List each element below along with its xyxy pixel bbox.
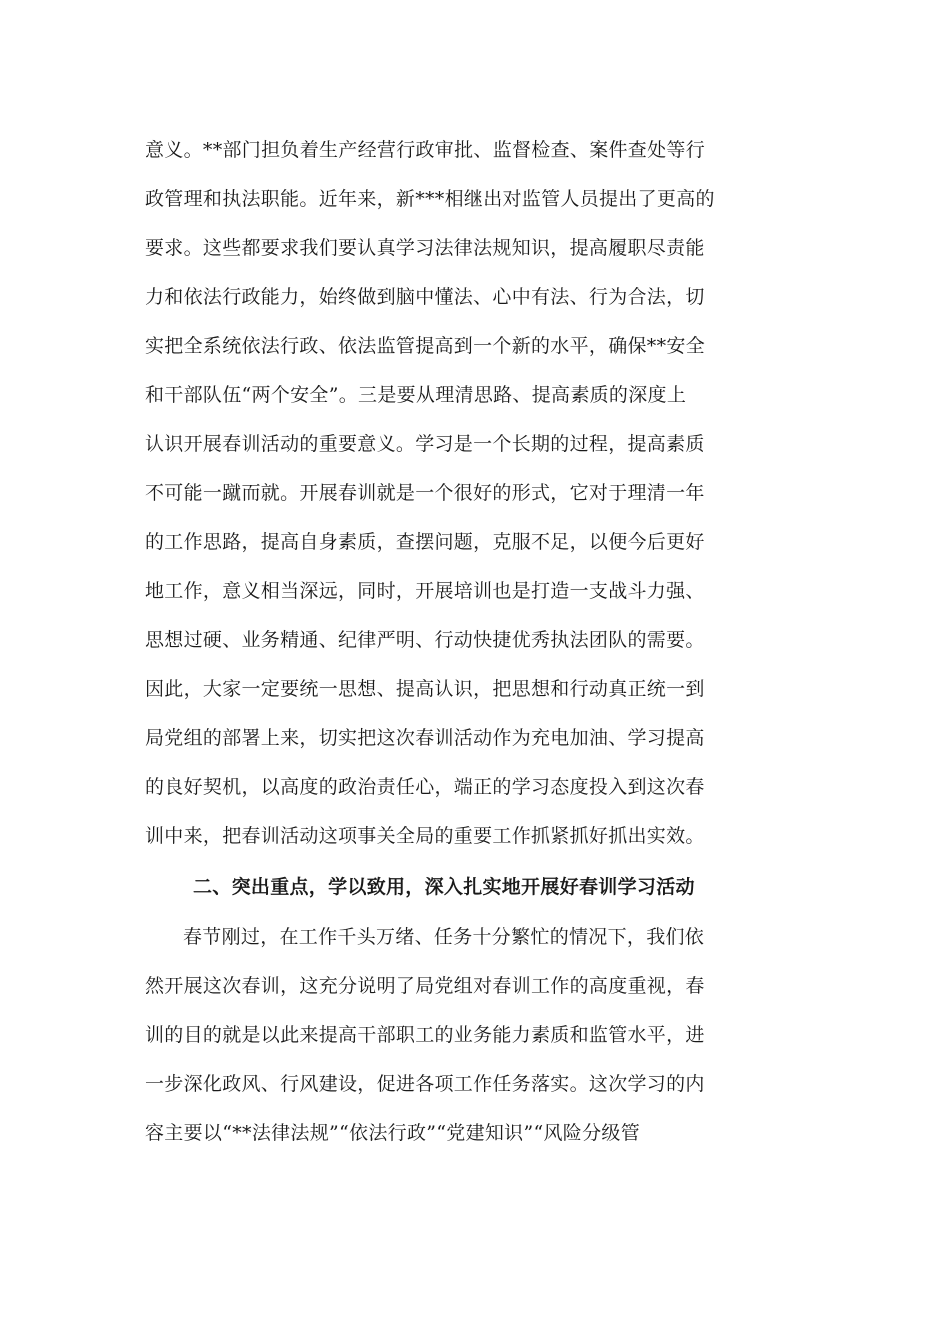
paragraph-line: 认识开展春训活动的重要意义。学习是一个长期的过程，提高素质 — [145, 433, 705, 455]
paragraph-line: 训中来，把春训活动这项事关全局的重要工作抓紧抓好抓出实效。 — [145, 825, 705, 847]
paragraph-line: 的良好契机，以高度的政治责任心，端正的学习态度投入到这次春 — [145, 776, 705, 798]
paragraph-line: 政管理和执法职能。近年来，新***相继出对监管人员提出了更高的 — [145, 188, 715, 210]
paragraph-line: 要求。这些都要求我们要认真学习法律法规知识，提高履职尽责能 — [145, 237, 705, 259]
paragraph-line: 局党组的部署上来，切实把这次春训活动作为充电加油、学习提高 — [145, 727, 705, 749]
paragraph-line: 不可能一蹴而就。开展春训就是一个很好的形式，它对于理清一年 — [145, 482, 705, 504]
paragraph-line: 实把全系统依法行政、依法监管提高到一个新的水平，确保**安全 — [145, 335, 706, 357]
paragraph-line: 和干部队伍“两个安全”。三是要从理清思路、提高素质的深度上 — [145, 384, 687, 406]
paragraph-line: 训的目的就是以此来提高干部职工的业务能力素质和监管水平，进 — [145, 1024, 705, 1046]
paragraph-line: 一步深化政风、行风建设，促进各项工作任务落实。这次学习的内 — [145, 1073, 705, 1095]
paragraph-line: 容主要以“**法律法规”“依法行政”“党建知识”“风险分级管 — [145, 1122, 640, 1144]
paragraph-line: 然开展这次春训，这充分说明了局党组对春训工作的高度重视，春 — [145, 975, 705, 997]
paragraph-line: 的工作思路，提高自身素质，查摆问题，克服不足，以便今后更好 — [145, 531, 705, 553]
paragraph-line: 春节刚过，在工作千头万绪、任务十分繁忙的情况下，我们依 — [183, 926, 705, 948]
document-body — [145, 126, 825, 1158]
paragraph-line: 意义。**部门担负着生产经营行政审批、监督检查、案件查处等行 — [145, 139, 706, 161]
paragraph-line: 思想过硬、业务精通、纪律严明、行动快捷优秀执法团队的需要。 — [145, 629, 705, 651]
paragraph-line: 因此，大家一定要统一思想、提高认识，把思想和行动真正统一到 — [145, 678, 705, 700]
section-heading: 二、突出重点，学以致用，深入扎实地开展好春训学习活动 — [193, 876, 695, 898]
paragraph-line: 力和依法行政能力，始终做到脑中懂法、心中有法、行为合法，切 — [145, 286, 705, 308]
paragraph-line: 地工作，意义相当深远，同时，开展培训也是打造一支战斗力强、 — [145, 580, 705, 602]
